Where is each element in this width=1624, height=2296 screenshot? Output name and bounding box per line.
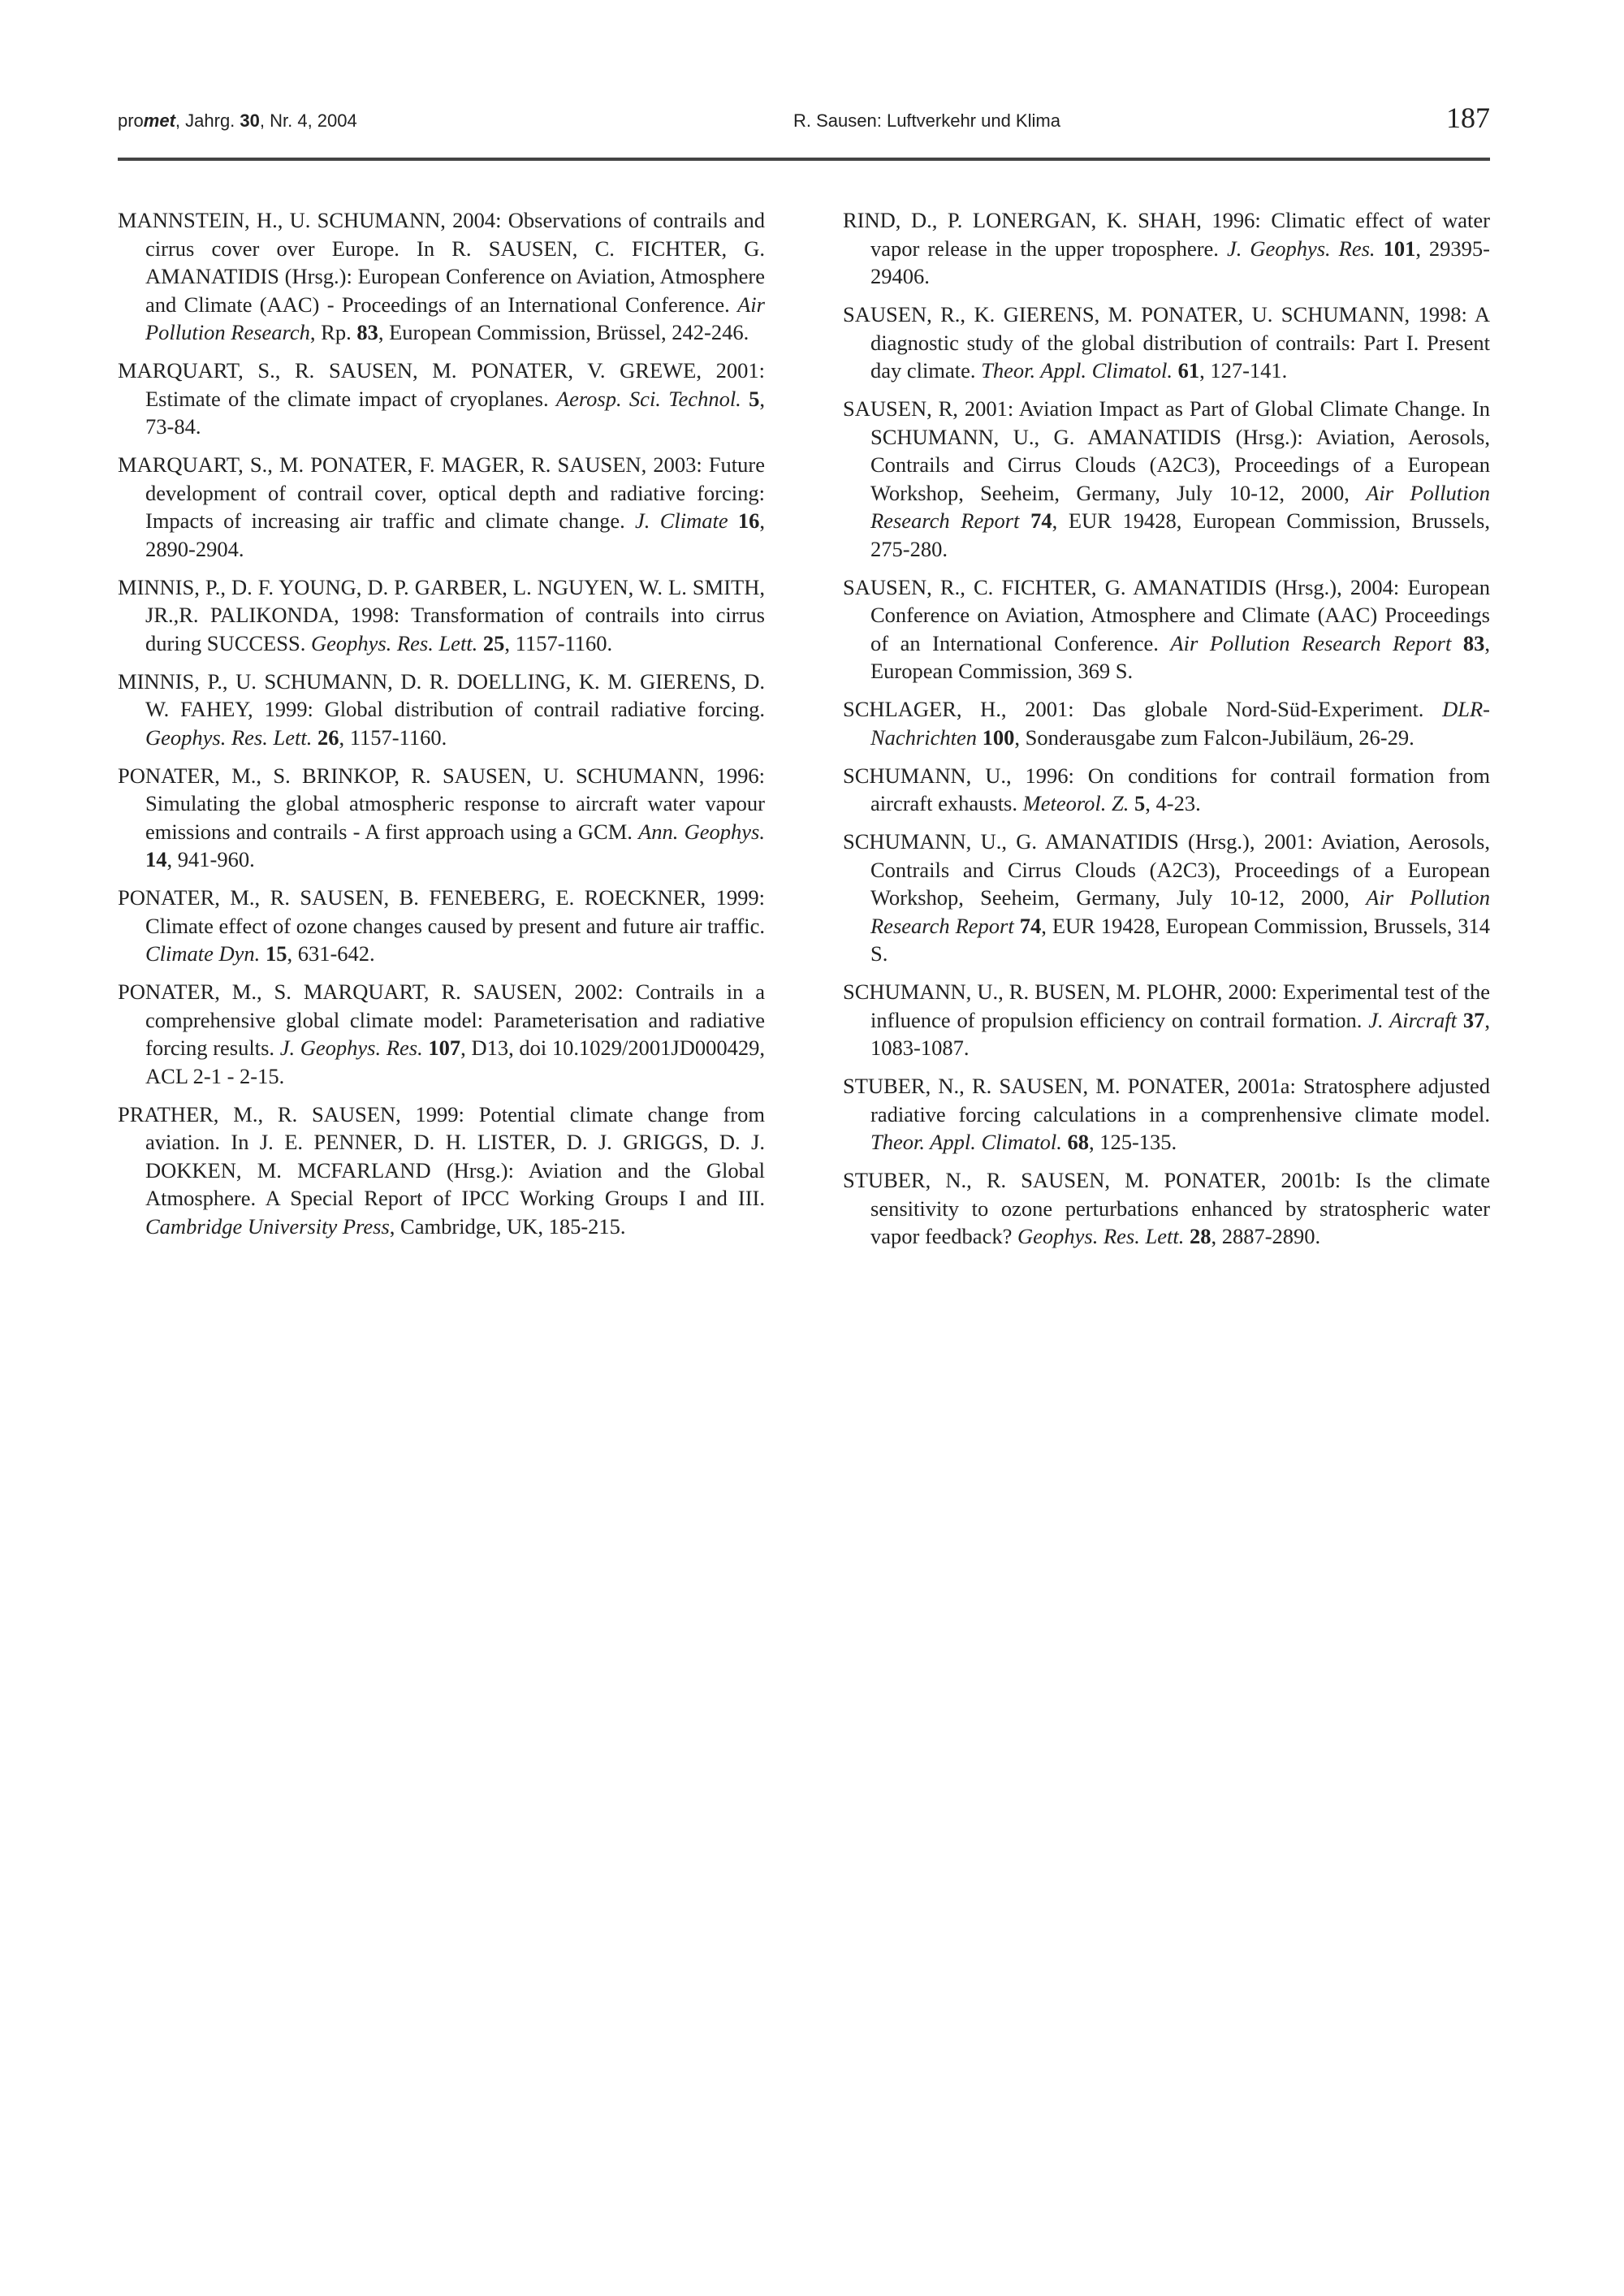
reference-source: Theor. Appl. Climatol. — [981, 358, 1173, 383]
reference-text: SCHUMANN, U., 1996: On conditions for contrail formation from aircraft exhausts. — [843, 763, 1490, 815]
journal-citation — [118, 110, 357, 132]
reference-source: Meteorol. Z. — [1022, 791, 1129, 815]
reference-text: , 127-141. — [1199, 358, 1288, 383]
reference-text: MINNIS, P., U. SCHUMANN, D. R. DOELLING, K. M. GIERENS, D. W. FAHEY, 1999: Global distribution of contrail radiative forcing. — [118, 668, 765, 721]
reference-text: , EUR 19428, European Commission, Brussels, 275-280. — [870, 508, 1490, 561]
reference-text: SAUSEN, R, 2001: Aviation Impact as Part of Global Climate Change. In SCHUMANN, U., G. AMANATIDIS (Hrsg.): Aviation, Aerosols, Contrails and Cirrus Clouds (A2C3), Proceedings of a European Workshop, Seeheim, Germany, July 10-12, 2000, — [843, 396, 1490, 505]
running-title: R. Sausen: Luftverkehr und Klima — [793, 110, 1060, 131]
reference-entry — [118, 1100, 765, 1241]
reference-column-left — [118, 206, 765, 1240]
reference-text: MARQUART, S., M. PONATER, F. MAGER, R. SAUSEN, 2003: Future development of contrail cover, optical depth and radiative forcing: Impacts of increasing air traffic and climate change. — [118, 452, 765, 533]
reference-text: , European Commission, Brüssel, 242-246. — [378, 320, 749, 344]
reference-text — [1173, 358, 1178, 383]
reference-volume: 5 — [749, 386, 760, 411]
reference-text: , 73-84. — [145, 386, 765, 439]
reference-volume: 74 — [1030, 508, 1052, 533]
reference-volume: 26 — [317, 724, 339, 750]
reference-volume: 83 — [1462, 630, 1485, 655]
reference-text — [1184, 1224, 1190, 1248]
reference-entry — [843, 828, 1490, 968]
reference-volume: 37 — [1462, 1007, 1485, 1032]
reference-text — [312, 725, 317, 750]
reference-source: Theor. Appl. Climatol. — [870, 1130, 1062, 1154]
reference-source: Air Pollution Research Report — [870, 885, 1490, 938]
journal-year-label: , Jahrg. — [175, 110, 240, 131]
reference-text: STUBER, N., R. SAUSEN, M. PONATER, 2001a: Stratosphere adjusted radiative forcing calculations in a comprenhensive climate model. — [843, 1074, 1490, 1126]
reference-entry — [118, 978, 765, 1090]
reference-text — [728, 508, 738, 533]
reference-text: SAUSEN, R., K. GIERENS, M. PONATER, U. SCHUMANN, 1998: A diagnostic study of the global distribution of contrails: Part I. Present day climate. — [843, 302, 1490, 383]
reference-volume: 28 — [1189, 1224, 1212, 1248]
reference-source: Air Pollution Research — [145, 292, 765, 344]
reference-entry — [118, 206, 765, 347]
reference-source: J. Geophys. Res. — [1226, 236, 1376, 261]
reference-text: SCHUMANN, U., G. AMANATIDIS (Hrsg.), 2001: Aviation, Aerosols, Contrails and Cirrus Clouds (A2C3), Proceedings of a European Workshop, Seeheim, Germany, July 10-12, 2000, — [843, 829, 1490, 910]
reference-text: , 29395-29406. — [870, 236, 1491, 288]
reference-text: , 125-135. — [1088, 1130, 1177, 1154]
reference-source: Cambridge University Press — [145, 1213, 390, 1239]
reference-volume: 74 — [1019, 913, 1042, 938]
reference-source: DLR-Nachrichten — [870, 697, 1490, 750]
reference-source: Climate Dyn. — [145, 941, 261, 966]
reference-source: Geophys. Res. Lett. — [145, 724, 313, 750]
reference-source: Air Pollution Research Report — [1170, 630, 1452, 655]
reference-text: , 941-960. — [166, 847, 255, 871]
reference-source: J. Climate — [635, 508, 728, 533]
reference-entry — [843, 395, 1490, 563]
reference-text: , Cambridge, UK, 185-215. — [389, 1213, 626, 1239]
reference-entry — [843, 301, 1490, 385]
page-header — [118, 104, 1490, 138]
reference-source: Geophys. Res. Lett. — [1017, 1224, 1185, 1248]
reference-text — [477, 631, 483, 655]
reference-entry — [118, 357, 765, 441]
reference-text: , European Commission, 369 S. — [870, 630, 1490, 683]
reference-text — [1014, 914, 1020, 938]
reference-volume: 61 — [1177, 358, 1200, 383]
reference-volume: 83 — [356, 320, 378, 344]
reference-entry — [118, 884, 765, 968]
reference-volume: 100 — [982, 724, 1015, 750]
reference-entry — [843, 978, 1490, 1062]
reference-text — [1451, 631, 1463, 655]
reference-text: RIND, D., P. LONERGAN, K. SHAH, 1996: Climatic effect of water vapor release in the upper troposphere. — [843, 208, 1490, 261]
reference-entry — [118, 668, 765, 752]
reference-text: STUBER, N., R. SAUSEN, M. PONATER, 2001b: Is the climate sensitivity to ozone perturbations enhanced by stratospheric water vapor feedback? — [843, 1168, 1490, 1248]
reference-text: , Rp. — [309, 320, 357, 344]
reference-text: MINNIS, P., D. F. YOUNG, D. P. GARBER, L. NGUYEN, W. L. SMITH, JR.,R. PALIKONDA, 1998: Transformation of contrails into cirrus during SUCCESS. — [118, 574, 765, 655]
reference-source: Air Pollution Research Report — [870, 480, 1490, 533]
reference-text: PRATHER, M., R. SAUSEN, 1999: Potential climate change from aviation. In J. E. PENNER, D. H. LISTER, D. J. GRIGGS, D. J. DOKKEN, M. MCFARLAND (Hrsg.): Aviation and the Global Atmosphere. A Special Report of IPCC Working Groups I and III. — [118, 1101, 765, 1210]
reference-text — [1457, 1008, 1463, 1032]
reference-volume: 101 — [1383, 236, 1416, 261]
reference-text — [260, 941, 266, 966]
reference-text: , 2890-2904. — [145, 508, 765, 561]
reference-text — [977, 725, 983, 750]
reference-text: PONATER, M., S. MARQUART, R. SAUSEN, 2002: Contrails in a comprehensive global climate model: Parameterisation and radiative forcing results. — [118, 979, 765, 1060]
reference-volume: 14 — [145, 847, 167, 871]
reference-text: SAUSEN, R., C. FICHTER, G. AMANATIDIS (Hrsg.), 2004: European Conference on Aviation, Atmosphere and Climate (AAC) Proceedings of an International Conference. — [843, 574, 1490, 655]
reference-text: , 4-23. — [1145, 791, 1201, 815]
reference-text: PONATER, M., S. BRINKOP, R. SAUSEN, U. SCHUMANN, 1996: Simulating the global atmospheric response to aircraft water vapour emissions and contrails - A first approach using a GCM. — [118, 763, 765, 844]
reference-volume: 15 — [265, 941, 287, 966]
reference-text: PONATER, M., R. SAUSEN, B. FENEBERG, E. ROECKNER, 1999: Climate effect of ozone changes caused by present and future air traffic. — [118, 885, 765, 938]
reference-column-right — [843, 206, 1490, 1251]
page-number: 187 — [1446, 102, 1490, 134]
reference-text: , Sonderausgabe zum Falcon-Jubiläum, 26-29. — [1014, 724, 1415, 750]
reference-volume: 5 — [1134, 791, 1146, 815]
reference-source: J. Aircraft — [1368, 1007, 1457, 1032]
reference-entry — [843, 206, 1490, 291]
reference-source: Geophys. Res. Lett. — [310, 630, 478, 655]
reference-text: , 1157-1160. — [504, 630, 613, 655]
reference-entry — [118, 762, 765, 874]
reference-text: , 1157-1160. — [339, 724, 447, 750]
reference-text: MARQUART, S., R. SAUSEN, M. PONATER, V. GREWE, 2001: Estimate of the climate impact of cryoplanes. — [118, 358, 765, 411]
reference-entry — [118, 573, 765, 658]
reference-text: , EUR 19428, European Commission, Brussels, 314 S. — [870, 913, 1491, 966]
reference-text: , 631-642. — [287, 941, 375, 966]
reference-text: , D13, doi 10.1029/2001JD000429, ACL 2-1 - 2-15. — [145, 1036, 765, 1088]
journal-name-pro: pro — [118, 110, 144, 131]
reference-volume: 68 — [1067, 1130, 1089, 1154]
reference-entry — [843, 573, 1490, 685]
reference-entry — [843, 762, 1490, 818]
reference-text: SCHUMANN, U., R. BUSEN, M. PLOHR, 2000: Experimental test of the influence of propulsion efficiency on contrail formation. — [843, 979, 1490, 1032]
reference-entry — [843, 1072, 1490, 1157]
reference-entry — [118, 451, 765, 563]
header-rule — [118, 158, 1490, 161]
reference-text: SCHLAGER, H., 2001: Das globale Nord-Süd-Experiment. — [843, 697, 1443, 721]
reference-source: Aerosp. Sci. Technol. — [555, 386, 741, 411]
reference-text: , 2887-2890. — [1211, 1224, 1321, 1248]
journal-issue: , Nr. 4, 2004 — [259, 110, 357, 131]
reference-text — [741, 387, 749, 411]
reference-source: J. Geophys. Res. — [279, 1036, 423, 1060]
reference-text — [1019, 508, 1030, 533]
reference-entry — [843, 1166, 1490, 1251]
reference-volume: 16 — [737, 508, 760, 533]
journal-volume: 30 — [240, 110, 260, 131]
reference-text: , 1083-1087. — [870, 1007, 1490, 1060]
reference-volume: 25 — [482, 630, 505, 655]
reference-entry — [843, 695, 1490, 751]
reference-source: Ann. Geophys. — [638, 819, 765, 844]
journal-name-met: met — [143, 110, 175, 131]
reference-text — [1376, 236, 1384, 261]
reference-volume: 107 — [428, 1036, 461, 1060]
reference-text: MANNSTEIN, H., U. SCHUMANN, 2004: Observations of contrails and cirrus cover over Europe. In R. SAUSEN, C. FICHTER, G. AMANATIDIS (Hrsg.): European Conference on Aviation, Atmosphere and Climate (AAC) - Proceedings of an International Conference. — [118, 208, 765, 317]
